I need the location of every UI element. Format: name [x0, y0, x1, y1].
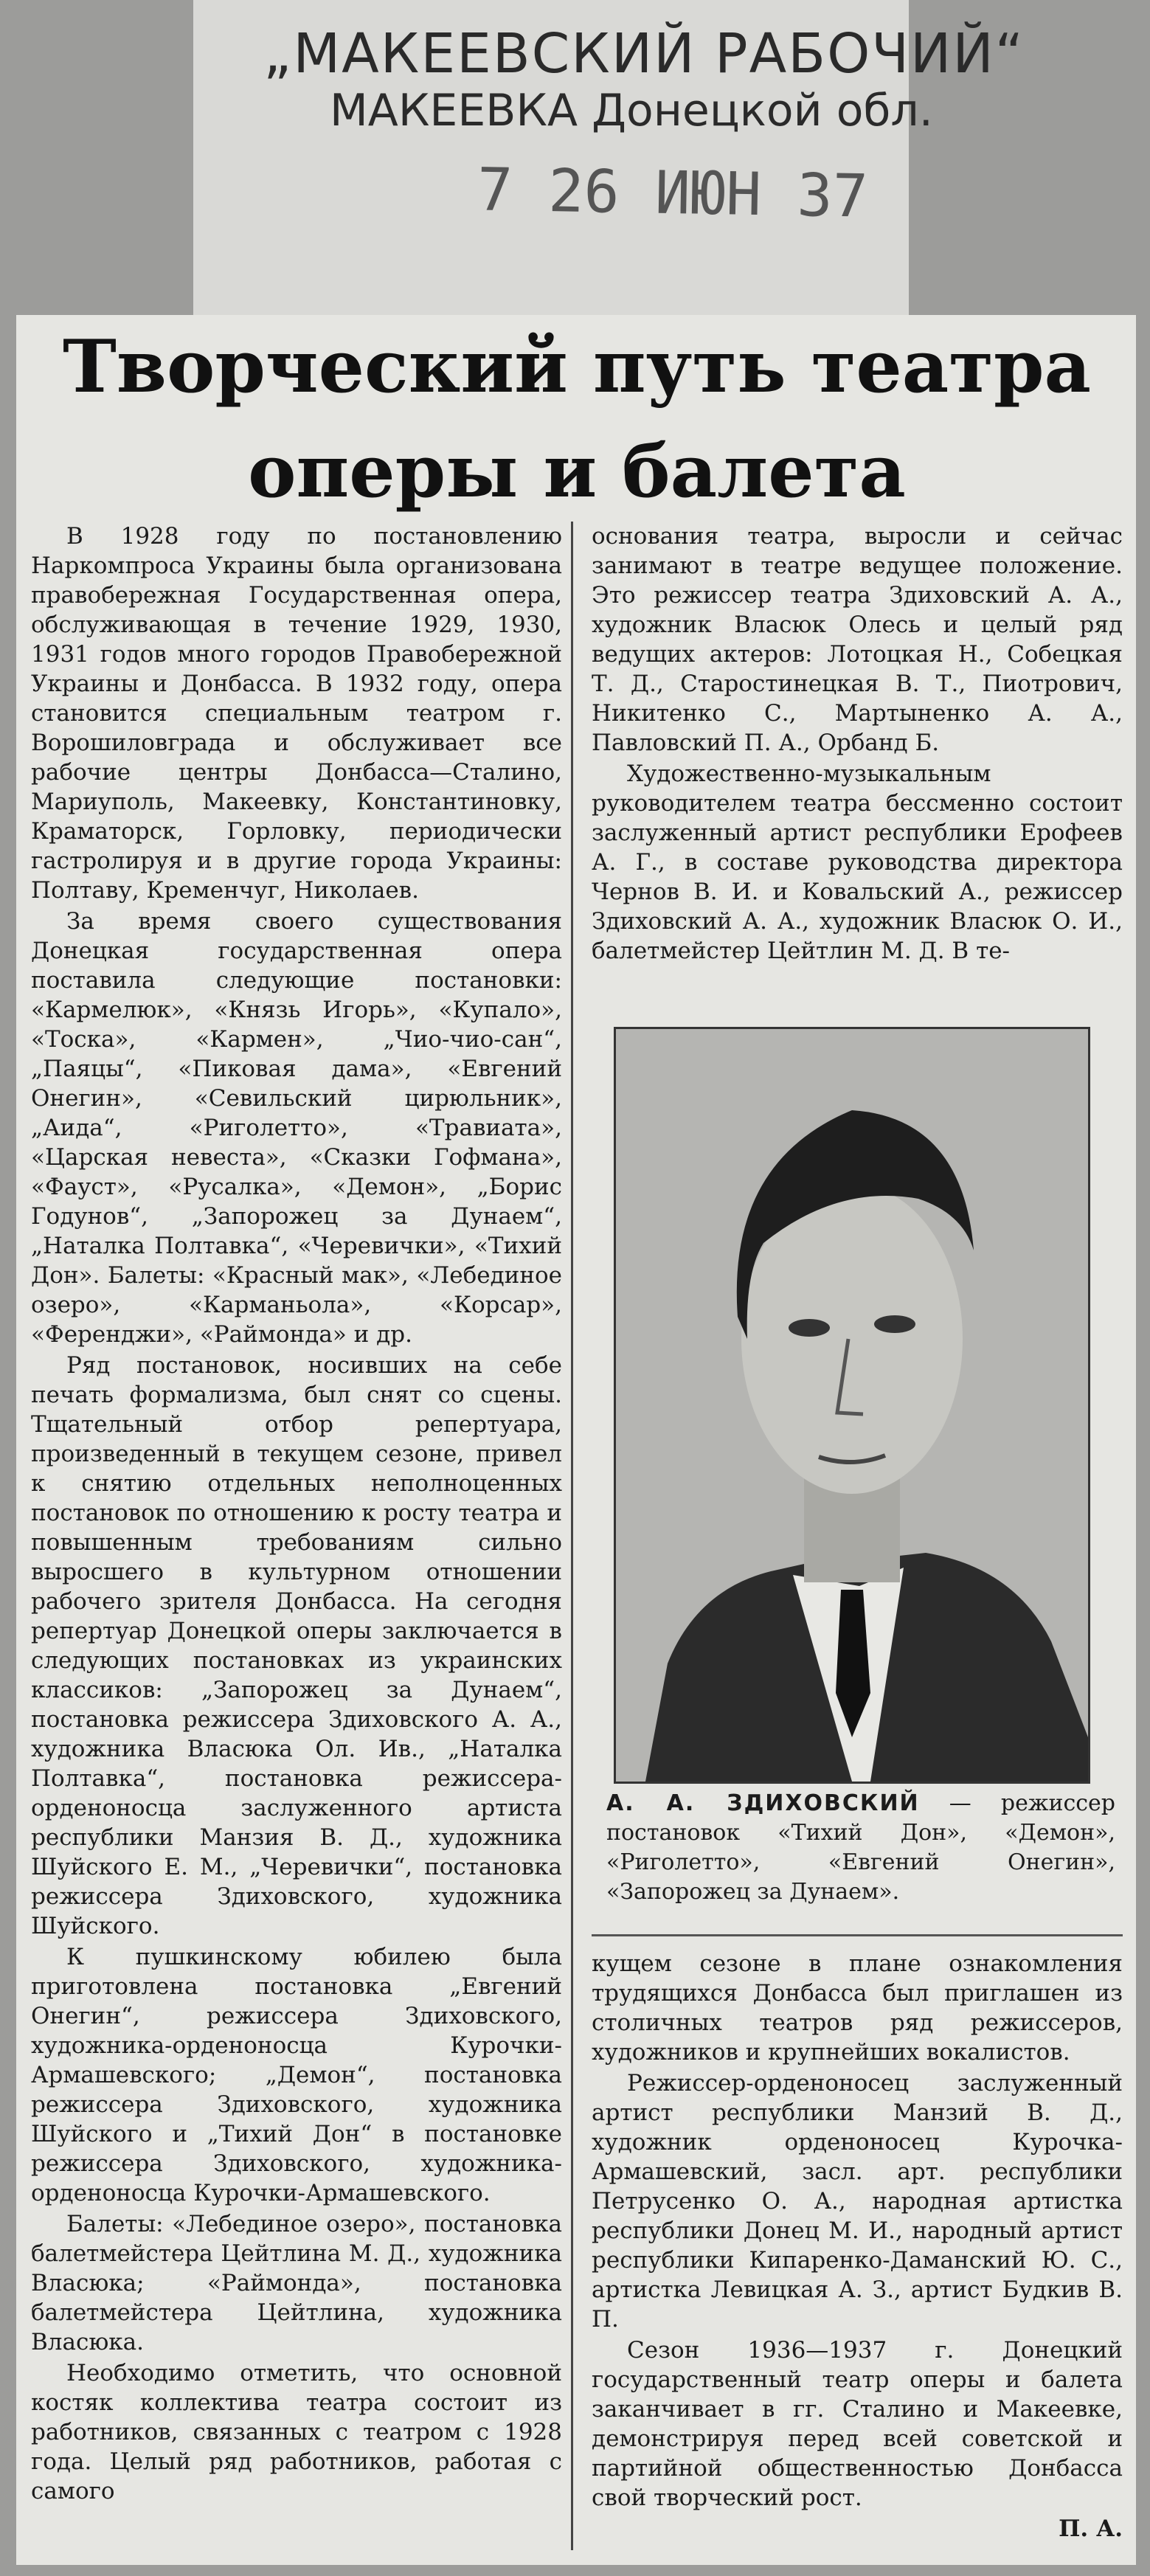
paragraph: кущем сезоне в плане ознакомления трудящихся Донбасса был приглашен из столичных театров ряд режиссеров, художников и крупнейших вокалистов.: [592, 1950, 1123, 2066]
caption-name: А. А. ЗДИХОВСКИЙ: [606, 1790, 920, 1816]
paragraph: За время своего существования Донецкая государственная опера поставила следующие постановки: «Кармелюк», «Князь Игорь», «Купало», «Тоска», «Кармен», „Чио-чио-сан“, „Паяцы“, «Пиковая дама», «Евгений Онегин», «Севильский цирюльник», „Аида“, «Риголетто», «Травиата», «Царская невеста», «Сказки Гофмана», «Фауст», «Русалка», «Демон», „Борис Годунов“, „Запорожец за Дунаем“, „Наталка Полтавка“, «Черевички», «Тихий Дон». Балеты: «Красный мак», «Лебединое озеро», «Карманьола», «Корсар», «Ференджи», «Раймонда» и др.: [31, 908, 562, 1348]
article-headline: [60, 315, 1093, 524]
headline-line-2: оперы и балета: [248, 429, 906, 514]
paragraph: основания театра, выросли и сейчас занимают в театре ведущее положение. Это режиссер театра Здиховский А. А., художник Власюк Олесь и целый ряд ведущих актеров: Лотоцкая Н., Собецкая Т. Д., Старостинецкая В. Т., Пиотрович, Никитенко С., Мартыненко А. А., Павловский П. А., Орбанд Б.: [592, 523, 1123, 756]
paragraph: Художественно-музыкальным руководителем театра бессменно состоит заслуженный артист республики Ерофеев А. Г., в составе руководства директора Чернов В. И. и Ковальский А., режиссер Здиховский А. А., художник Власюк О. И., балетмейстер Цейтлин М. Д. В те-: [592, 761, 1123, 964]
paragraph: Режиссер-орденоносец заслуженный артист республики Манзий В. Д., художник орденоносец Курочка-Армашевский, засл. арт. республики Петрусенко О. А., народная артистка республики Донец М. И., народный артист республики Кипаренко-Даманский Ю. С., артистка Левицкая А. З., артист Будкив В. П.: [592, 2070, 1123, 2333]
caption-text: — режиссер постановок «Тихий Дон», «Демон», «Риголетто», «Евгений Онегин», «Запорожец за Дунаем».: [606, 1790, 1116, 1905]
newspaper-clipping: [16, 315, 1136, 2565]
paragraph: Необходимо отметить, что основной костяк коллектива театра состоит из работников, связанных с театром с 1928 года. Целый ряд работников, работая с самого: [31, 2360, 562, 2504]
photo-caption: [606, 1789, 1115, 1907]
stamp-date: 7 26 ИЮН 37: [477, 155, 869, 231]
paragraph: В 1928 году по постановлению Наркомпроса Украины была организована правобережная Государственная опера, обслуживающая в течение 1929, 1930, 1931 годов много городов Правобережной Украины и Донбасса. В 1932 году, опера становится специальным театром г. Ворошиловграда и обслуживает все рабочие центры Донбасса—Сталино, Мариуполь, Макеевку, Константиновку, Краматорск, Горловку, периодически гастролируя и в другие города Украины: Полтаву, Кременчуг, Николаев.: [31, 523, 562, 904]
headline-line-1: Творческий путь театра: [62, 325, 1092, 409]
article-signature: П. А.: [1059, 2516, 1123, 2542]
portrait-photo: [614, 1027, 1090, 1784]
paragraph: К пушкинскому юбилею была приготовлена постановка „Евгений Онегин“, режиссера Здиховского, художника-орденоносца Курочки-Армашевского; „Демон“, постановка режиссера Здиховского, художника Шуйского и „Тихий Дон“ в постановке режиссера Здиховского, художника-орденоносца Курочки-Армашевского.: [31, 1944, 562, 2206]
right-column-bottom: [592, 1949, 1123, 2554]
paragraph: Ряд постановок, носивших на себе печать формализма, был снят со сцены. Тщательный отбор репертуара, произведенный в текущем сезоне, привел к снятию отдельных неполноценных постановок по отношению к росту театра и повышенным требованиям сильно выросшего в культурном отношении рабочего зрителя Донбасса. На сегодня репертуар Донецкой оперы заключается в следующих постановках из украинских классиков: „Запорожец за Дунаем“, постановка режиссера Здиховского А. А., художника Власюка Ол. Ив., „Наталка Полтавка“, постановка режиссера-орденоносца заслуженного артиста республики Манзия В. Д., художника Шуйского Е. М., „Черевички“, постановка режиссера Здиховского, художника Шуйского.: [31, 1352, 562, 1939]
right-column-top: [592, 522, 1123, 1005]
paragraph: Сезон 1936—1937 г. Донецкий государственный театр оперы и балета заканчивает в гг. Сталино и Макеевке, демонстрируя перед всей советской и партийной общественностью Донбасса свой творческий рост.: [592, 2337, 1123, 2511]
left-column: [31, 522, 562, 2558]
paragraph: Балеты: «Лебединое озеро», постановка балетмейстера Цейтлина М. Д., художника Власюка; «Раймонда», постановка балетмейстера Цейтлина, художника Власюка.: [31, 2211, 562, 2355]
caption-divider: [592, 1934, 1123, 1936]
stamp-newspaper-name: „МАКЕЕВСКИЙ РАБОЧИЙ“: [263, 22, 1025, 86]
column-divider: [571, 522, 573, 2550]
stamp-place: МАКЕЕВКА Донецкой обл.: [330, 85, 933, 136]
newspaper-stamp-card: [193, 0, 1025, 325]
